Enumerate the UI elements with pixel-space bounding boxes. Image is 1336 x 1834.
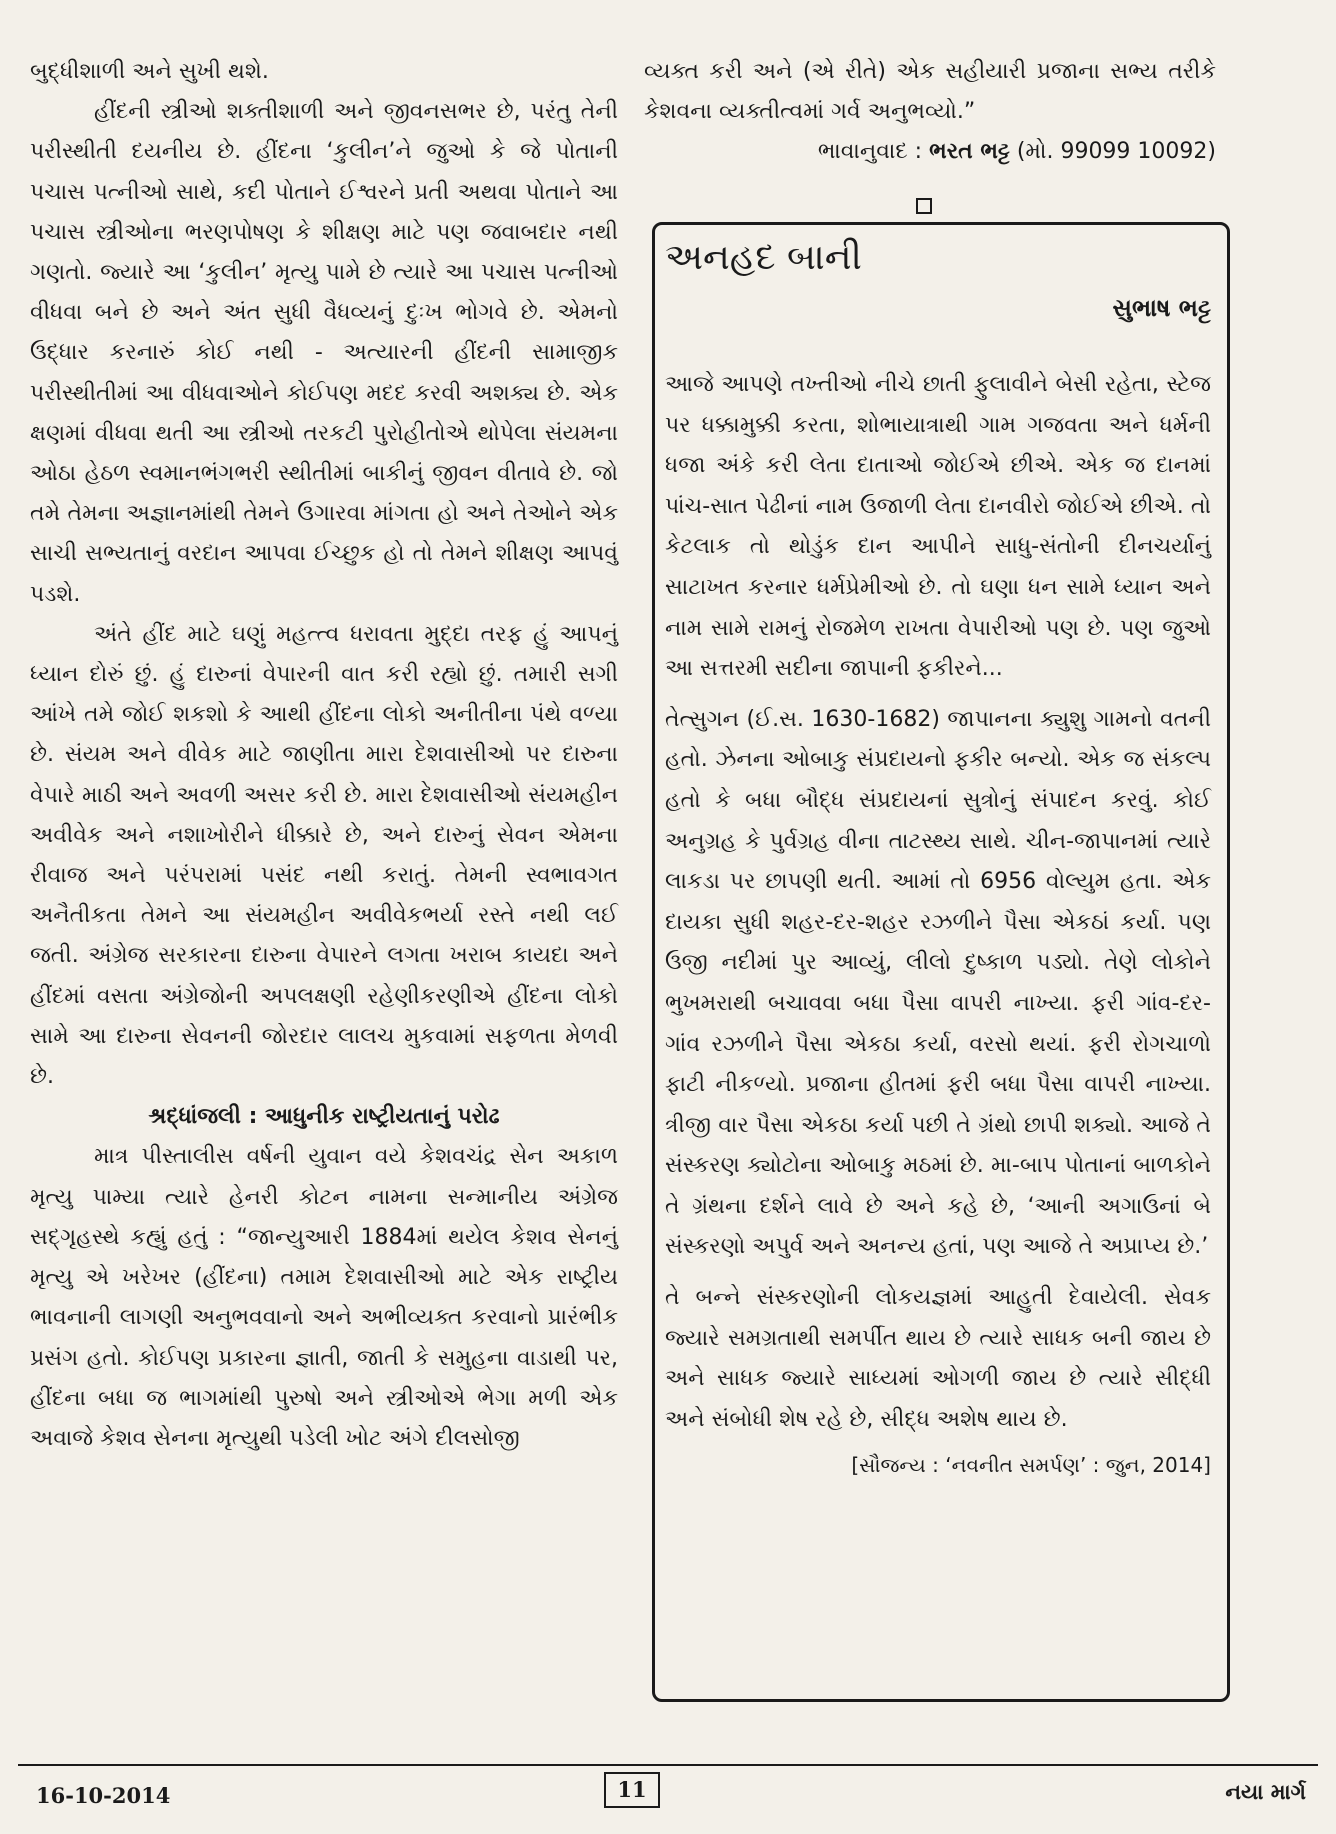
- column-box: [652, 222, 1230, 1702]
- left-paragraph-3: અંતે હીંદ માટે ઘણું મહત્ત્વ ધરાવતા મુદ્દા તરફ હું આપનું ધ્યાન દોરું છું. હું દારુનાં વેપારની વાત કરી રહ્યો છું. તમારી સગી આંખે તમે જોઈ શકશો કે આથી હીંદના લોકો અનીતીના પંથે વળ્યા છે. સંયમ અને વીવેક માટે જાણીતા મારા દેશવાસીઓ પર દારુના વેપારે માઠી અને અવળી અસર કરી છે. મારા દેશવાસીઓ સંયમહીન અવીવેક અને નશાખોરીને ધીક્કારે છે, અને દારુનું સેવન એમના રીવાજ અને પરંપરામાં પસંદ નથી કરાતું. તેમની સ્વભાવગત અનૈતીકતા તેમને આ સંયમહીન અવીવેકભર્યા રસ્તે નથી લઈ જતી. અંગ્રેજ સરકારના દારુના વેપારને લગતા ખરાબ કાયદા અને હીંદમાં વસતા અંગ્રેજોની અપલક્ષણી રહેણીકરણીએ હીંદના લોકો સામે આ દારુના સેવનની જોરદાર લાલચ મુકવામાં સફળતા મેળવી છે.: [30, 621, 618, 1090]
- translator-credit: [644, 132, 1216, 172]
- footer-rule: [18, 1764, 1318, 1766]
- footer-date: 16-10-2014: [36, 1783, 171, 1808]
- left-paragraph-1: બુદ્ધીશાળી અને સુખી થશે.: [30, 59, 269, 84]
- page-number: 11: [604, 1772, 660, 1808]
- left-paragraph-2: હીંદની સ્ત્રીઓ શક્તીશાળી અને જીવનસભર છે, પરંતુ તેની પરીસ્થીતી દયનીય છે. હીંદના ‘કુલીન’ને જુઓ કે જે પોતાની પચાસ પત્નીઓ સાથે, કદી પોતાને ઈશ્વરને પ્રતી અથવા પોતાને આ પચાસ સ્ત્રીઓના ભરણપોષણ કે શીક્ષણ માટે પણ જવાબદાર નથી ગણતો. જ્યારે આ ‘કુલીન’ મૃત્યુ પામે છે ત્યારે આ પચાસ પત્નીઓ વીધવા બને છે અને અંત સુધી વૈધવ્યનું દુઃખ ભોગવે છે. એમનો ઉદ્ધાર કરનારું કોઈ નથી - અત્યારની હીંદની સામાજીક પરીસ્થીતીમાં આ વીધવાઓને કોઈપણ મદદ કરવી અશક્ય છે. એક ક્ષણમાં વીધવા થતી આ સ્ત્રીઓ તરકટી પુરોહીતોએ થોપેલા સંયમના ઓઠા હેઠળ સ્વમાનભંગભરી સ્થીતીમાં બાકીનું જીવન વીતાવે છે. જો તમે તેમના અજ્ઞાનમાંથી તેમને ઉગારવા માંગતા હો અને તેઓને એક સાચી સભ્યતાનું વરદાન આપવા ઈચ્છુક હો તો તેમને શીક્ષણ આપવું પડશે.: [30, 99, 618, 607]
- credit-phone: (મો. 99099 10092): [1016, 139, 1216, 165]
- publication-name: નયા માર્ગ: [1225, 1780, 1306, 1804]
- box-paragraph-3: તે બન્ને સંસ્કરણોની લોકયજ્ઞમાં આહુતી દેવાયેલી. સેવક જ્યારે સમગ્રતાથી સમર્પીત થાય છે ત્યારે સાધક બની જાય છે અને સાધક જ્યારે સાધ્યમાં ઓગળી જાય છે ત્યારે સીદ્ધી અને સંબોધી શેષ રહે છે, સીદ્ધ અશેષ થાય છે.: [665, 1285, 1211, 1432]
- credit-name: ભરત ભટ્ટ: [929, 139, 1010, 165]
- left-paragraph-4: માત્ર પીસ્તાલીસ વર્ષની યુવાન વયે કેશવચંદ્ર સેન અકાળ મૃત્યુ પામ્યા ત્યારે હેનરી કોટન નામના સન્માનીય અંગ્રેજ સદ્‌ગૃહસ્થે કહ્યું હતું : “જાન્યુઆરી 1884માં થયેલ કેશવ સેનનું મૃત્યુ એ ખરેખર (હીંદના) તમામ દેશવાસીઓ માટે એક રાષ્ટ્રીય ભાવનાની લાગણી અનુભવવાનો અને અભીવ્યક્ત કરવાનો પ્રારંભીક પ્રસંગ હતો. કોઈપણ પ્રકારના જ્ઞાતી, જાતી કે સમુહના વાડાથી પર, હીંદના બધા જ ભાગમાંથી પુરુષો અને સ્ત્રીઓએ ભેગા મળી એક અવાજે કેશવ સેનના મૃત્યુથી પડેલી ખોટ અંગે દીલસોજી: [30, 1144, 618, 1451]
- section-heading: શ્રદ્ધાંજલી : આધુનીક રાષ્ટ્રીયતાનું પરોઢ: [148, 1104, 500, 1130]
- credit-label: ભાવાનુવાદ :: [817, 139, 923, 165]
- box-body: [665, 365, 1211, 1440]
- end-mark-square-icon: [916, 198, 932, 214]
- box-author: સુભાષ ભટ્ટ: [1112, 294, 1211, 322]
- box-paragraph-1: આજે આપણે તખ્તીઓ નીચે છાતી ફુલાવીને બેસી રહેતા, સ્ટેજ પર ધક્કામુક્કી કરતા, શોભાયાત્રાથી ગામ ગજવતા અને ધર્મની ધજા અંકે કરી લેતા દાતાઓ જોઈએ છીએ. એક જ દાનમાં પાંચ-સાત પેઢીનાં નામ ઉજાળી લેતા દાનવીરો જોઈએ છીએ. તો કેટલાક તો થોડુંક દાન આપીને સાધુ-સંતોની દીનચર્યાનું સાટાખત કરનાર ધર્મપ્રેમીઓ છે. તો ઘણા ધન સામે ધ્યાન અને નામ સામે રામનું રોજમેળ રાખતા વેપારીઓ પણ છે. પણ જુઓ આ સત્તરમી સદીના જાપાની ફકીરને...: [665, 372, 1211, 682]
- box-title: અનહદ બાની: [665, 237, 862, 278]
- right-paragraph-1: વ્યક્ત કરી અને (એ રીતે) એક સહીયારી પ્રજાના સભ્ય તરીકે કેશવના વ્યક્તીત્વમાં ગર્વ અનુભવ્યો.”: [644, 59, 1216, 125]
- box-source: [સૌજન્ય : ‘નવનીત સમર્પણ’ : જુન, 2014]: [851, 1453, 1211, 1478]
- left-column: [30, 52, 618, 1459]
- right-column-top: [644, 52, 1216, 173]
- box-paragraph-2: તેત્સુગન (ઈ.સ. 1630-1682) જાપાનના ક્યુશુ ગામનો વતની હતો. ઝેનના ઓબાકુ સંપ્રદાયનો ફકીર બન્યો. એક જ સંકલ્પ હતો કે બધા બૌદ્ધ સંપ્રદાયનાં સુત્રોનું સંપાદન કરવું. કોઈ અનુગ્રહ કે પુર્વગ્રહ વીના તાટસ્થ્ય સાથે. ચીન-જાપાનમાં ત્યારે લાકડા પર છાપણી થતી. આમાં તો 6956 વોલ્યુમ હતા. એક દાયકા સુધી શહર-દર-શહર રઝળીને પૈસા એકઠાં કર્યા. પણ ઉજી નદીમાં પુર આવ્યું, લીલો દુષ્કાળ પડ્યો. તેણે લોકોને ભુખમરાથી બચાવવા બધા પૈસા વાપરી નાખ્યા. ફરી ગાંવ-દર-ગાંવ રઝળીને પૈસા એકઠા કર્યા, વરસો થયાં. ફરી રોગચાળો ફાટી નીકળ્યો. પ્રજાના હીતમાં ફરી બધા પૈસા વાપરી નાખ્યા. ત્રીજી વાર પૈસા એકઠા કર્યા પછી તે ગ્રંથો છાપી શક્યો. આજે તે સંસ્કરણ ક્યોટોના ઓબાકુ મઠમાં છે. મા-બાપ પોતાનાં બાળકોને તે ગ્રંથના દર્શને લાવે છે અને કહે છે, ‘આની અગાઉનાં બે સંસ્કરણો અપુર્વ અને અનન્ય હતાં, પણ આજે તે અપ્રાપ્ય છે.’: [665, 706, 1211, 1260]
